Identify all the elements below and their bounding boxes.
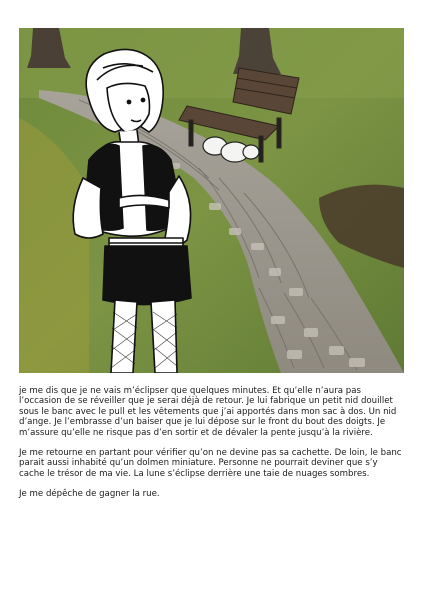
story-paragraph-1: je me dis que je ne vais m’éclipser que quelques minutes. Et qu’elle n’aura pas l’occasion de se réveiller que je serai déjà de retour. Je lui fabrique un petit nid douillet sous le banc avec le pull et les vêtements que j’ai apportés dans mon sac à dos. Un nid d’ange. Je l’embrasse d’un baiser que je lui dépose sur le front du bout des doigts. Je m’assure qu’elle ne risque pas d’en sortir et de dévaler la pente jusqu’à la rivière. — [19, 386, 397, 438]
story-paragraph-2: Je me retourne en partant pour vérifier qu’on ne devine pas sa cachette. De loin, le banc parait aussi inhabité qu’un dolmen miniature. Personne ne pourrait deviner que s’y cache le trésor de ma vie. La lune s’éclipse derrière une taie de nuages sombres. — [19, 448, 402, 479]
comic-panel — [19, 28, 404, 373]
story-text — [19, 386, 405, 510]
story-paragraph-3: Je me dépêche de gagner la rue. — [19, 489, 160, 500]
park-scene-illustration — [19, 28, 404, 373]
